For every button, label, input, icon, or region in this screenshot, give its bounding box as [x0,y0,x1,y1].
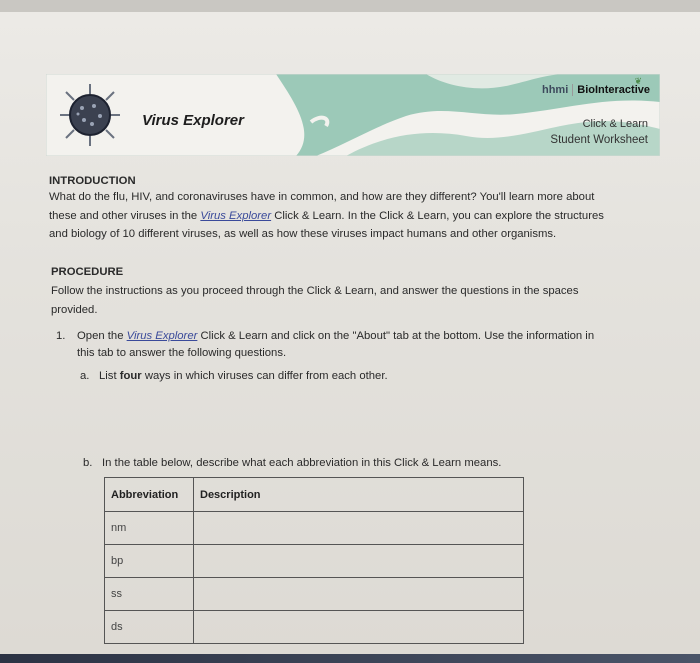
procedure-line-2: provided. [51,304,98,316]
table-header-row [105,478,524,512]
abbreviation-cell: ds [105,611,194,644]
bottom-edge [0,654,700,663]
question-a-label: a. [80,370,90,382]
table-row [105,545,524,578]
table-row [105,578,524,611]
table-row [105,611,524,644]
table-row [105,512,524,545]
virus-explorer-link[interactable]: Virus Explorer [200,210,272,222]
question-b-label: b. [83,457,93,469]
intro-line-1: What do the flu, HIV, and coronaviruses have in common, and how are they different? You'll learn more about [49,191,595,203]
step-1-number: 1. [56,330,66,342]
procedure-heading: PROCEDURE [51,266,124,278]
intro-line-2: these and other viruses in the Virus Explorer Click & Learn. In the Click & Learn, you can explore the structures [49,210,604,222]
description-cell[interactable] [194,512,524,545]
abbreviation-cell: bp [105,545,194,578]
virus-icon [54,80,126,150]
abbreviation-cell: nm [105,512,194,545]
intro-heading: INTRODUCTION [49,175,136,187]
step-1-line-2: this tab to answer the following questions. [77,347,287,359]
header-banner [46,74,660,156]
description-cell[interactable] [194,545,524,578]
column-header-abbreviation: Abbreviation [105,478,194,512]
abbreviation-table [104,477,524,644]
column-header-description: Description [194,478,524,512]
question-b-text: In the table below, describe what each abbreviation in this Click & Learn means. [102,457,502,469]
bird-icon: ❦ [634,76,642,86]
subtitle-click-learn: Click & Learn [582,118,648,130]
question-a-text: List four ways in which viruses can differ from each other. [99,370,388,382]
step-1-line-1: Open the Virus Explorer Click & Learn and click on the "About" tab at the bottom. Use the information in [77,330,595,342]
description-cell[interactable] [194,578,524,611]
abbreviation-cell: ss [105,578,194,611]
description-cell[interactable] [194,611,524,644]
virus-explorer-link-2[interactable]: Virus Explorer [126,330,198,342]
intro-line-3: and biology of 10 different viruses, as well as how these viruses impact humans and other organisms. [49,228,557,240]
subtitle-worksheet: Student Worksheet [550,134,648,146]
procedure-line-1: Follow the instructions as you proceed through the Click & Learn, and answer the questions in the spaces [51,285,579,297]
hhmi-logo: hhmi BioInteractive [541,84,650,96]
page-title: Virus Explorer [142,112,244,129]
